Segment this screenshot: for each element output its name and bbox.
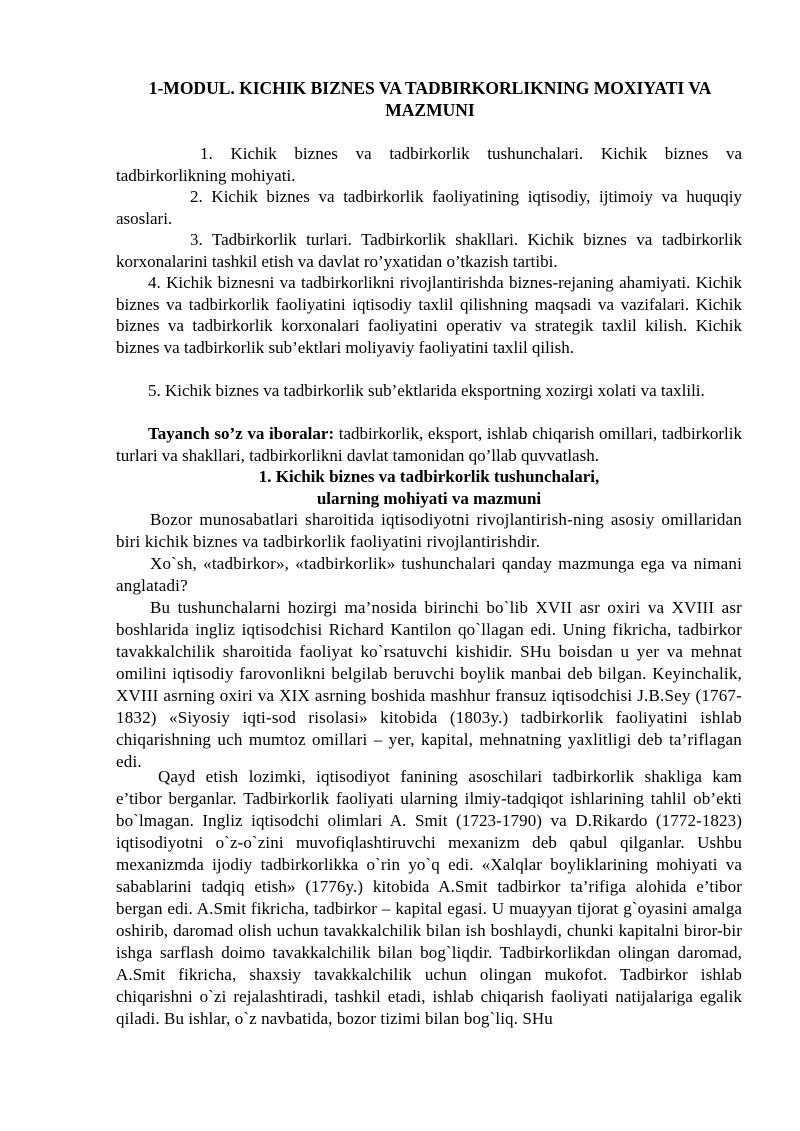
paragraph-4: Qayd etish lozimki, iqtisodiyot fanining asoschilari tadbirkorlik shakliga kam e’tibor berganlar. Tadbirkorlik faoliyati ularning ilmiy-tadqiqot ishlarining tahlil ob’ekti bo`lmagan. Ingliz iqtisodchi olimlari A. Smit (1723-1790) va D.Rikardo (1772-1823) iqtisodiyotni o`z-o`zini muvofiqlashtiruvchi mexanizm deb qabul qilganlar. Ushbu mexanizmda ijodiy tadbirkorlikka o`rin yo`q edi. «Xalqlar boyliklarining mohiyati va sabablarini tadqiq etish» (1776y.) kitobida A.Smit tadbirkor ta’rifiga alohida e’tibor bergan edi. A.Smit fikricha, tadbirkor – kapital egasi. U muayyan tijorat g`oyasini amalga oshirib, daromad olish uchun tavakkalchilik bilan ish boshlaydi, chunki kapitalni biror-bir ishga sarflash doimo tavakkalchilik bilan bog`liqdir. Tadbirkorlikdan olingan daromad, A.Smit fikricha, shaxsiy tavakkalchilik uchun olingan mukofot. Tadbirkor ishlab chiqarishni o`zi rejalashtiradi, tashkil etadi, ishlab chiqarish faoliyati natijalariga egalik qiladi. Bu ishlar, o`z navbatida, bozor tizimi bilan bog`liq. SHu <box>116 767 742 1028</box>
keywords <box>116 423 742 466</box>
plan-item-2: 2. Kichik biznes va tadbirkorlik faoliyatining iqtisodiy, ijtimoiy va huquqiy asoslari. <box>116 187 742 228</box>
keywords-label: Tayanch so’z va iboralar: <box>148 424 335 443</box>
section-heading: 1. Kichik biznes va tadbirkorlik tushunchalari, ularning mohiyati va mazmuni <box>258 467 600 508</box>
plan-item-3: 3. Tadbirkorlik turlari. Tadbirkorlik shakllari. Kichik biznes va tadbirkorlik korxonalarini tashkil etish va davlat ro’yxatidan o’tkazish tartibi. <box>116 230 742 271</box>
keywords-text: tadbirkorlik, eksport, ishlab chiqarish omillari, tadbirkorlik turlari va shakllari, tadbirkorlikni davlat tamonidan qo’llab quvvatlash. <box>116 424 742 465</box>
module-title: 1-MODUL. KICHIK BIZNES VA TADBIRKORLIKNING MOXIYATI VA MAZMUNI <box>148 78 712 120</box>
paragraph-2: Xo`sh, «tadbirkor», «tadbirkorlik» tushunchalari qanday mazmunga ega va nimani anglatadi? <box>116 554 742 595</box>
paragraph-1: Bozor munosabatlari sharoitida iqtisodiyotni rivojlantirish-ning asosiy omillaridan biri kichik biznes va tadbirkorlik faoliyatini rivojlantirishdir. <box>116 510 742 551</box>
plan-item-1: 1. Kichik biznes va tadbirkorlik tushunchalari. Kichik biznes va tadbirkorlikning mohiyati. <box>116 144 742 185</box>
paragraph-3: Bu tushunchalarni hozirgi ma’nosida birinchi bo`lib XVII asr oxiri va XVIII asr boshlarida ingliz iqtisodchisi Richard Kantilon qo`llagan edi. Uning fikricha, tadbirkor tavakkalchilik sharoitida faoliyat ko`rsatuvchi kishidir. SHu boisdan u yer va mehnat omilini iqtisodiy farovonlikni belgilab beruvchi boylik manbai deb bilgan. Keyinchalik, XVIII asrning oxiri va XIX asrning boshida mashhur fransuz iqtisodchisi J.B.Sey (1767-1832) «Siyosiy iqti-sod risolasi» kitobida (1803y.) tadbirkorlik faoliyatini ishlab chiqarishning uch mumtoz omillari – yer, kapital, mehnatning yaxlitligi deb ta’riflagan edi. <box>116 598 742 771</box>
plan-item-5: 5. Kichik biznes va tadbirkorlik sub’ektlarida eksportning xozirgi xolati va taxlili. <box>148 381 705 400</box>
plan-item-4: 4. Kichik biznesni va tadbirkorlikni rivojlantirishda biznes-rejaning ahamiyati. Kichik biznes va tadbirkorlik faoliyatini iqtisodiy taxlil qilishning maqsadi va vazifalari. Kichik biznes va tadbirkorlik korxonalari faoliyatini operativ va strategik taxlil kilish. Kichik biznes va tadbirkorlik sub’ektlari moliyaviy faoliyatini taxlil qilish. <box>116 273 742 357</box>
